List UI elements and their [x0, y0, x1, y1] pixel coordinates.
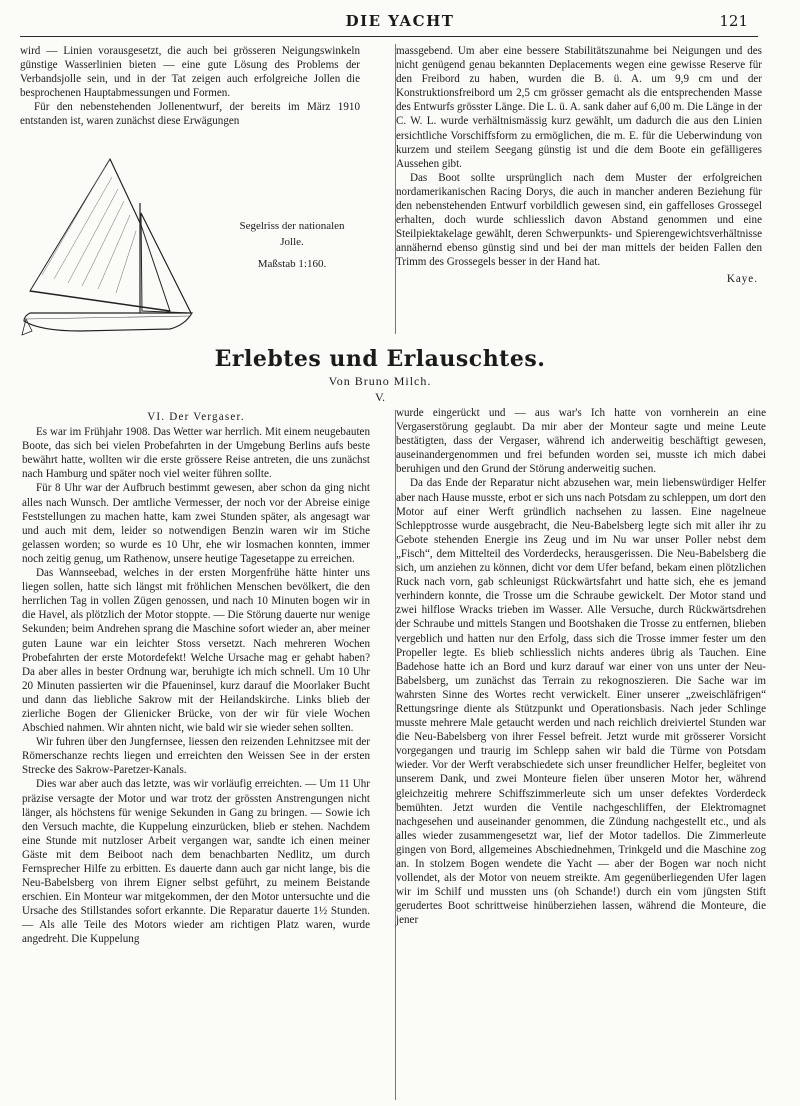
section-heading: VI. Der Vergaser.: [147, 411, 245, 423]
caption-line: Segelriss der nationalen: [239, 220, 345, 232]
paragraph: wird — Linien vorausgesetzt, die auch bei grösseren Neigungswinkeln günstige Wasserlinien bieten — eine gute Lösung des Problems der Verbandsjolle sein, und in der Tat zeigen auch erfolgreiche Jollen die besprochenen Hauptabmessungen und Formen.: [20, 45, 360, 100]
prev-article-left-column: [20, 44, 360, 129]
article-right-column: [396, 406, 766, 927]
paragraph: Das Wannseebad, welches in der ersten Morgenfrühe hätte hinter uns liegen sollen, hatte sich längst mit fröhlichen Menschen bevölkert, die den herrlichen Tag in vollen Zügen genossen, und nach 10 Minuten bogen wir in die Havel, als plötzlich der Motor stoppte. — Die Störung dauerte nur wenige Sekunden; beim Andrehen sprang die Maschine sofort wieder an, aber meiner guten Laune war ein leichter Stoss versetzt. Nach mehreren Wochen Probefahrten der erste Motordefekt! Welche Ursache mag er gehabt haben? Da aber alles in bester Ordnung war, beruhigte ich mich schnell. Um 10 Uhr 20 Minuten passierten wir die Pfaueninsel, kurz darauf die Moorlaker Bucht und dann das liebliche Sakrow mit der Heilandskirche. Links blieb der zierliche Bogen der Glienicker Brücke, von der wir für viele Wochen Abschied nahmen. Wir ahnten nicht, wie bald wir sie wieder sehen sollten.: [22, 567, 370, 735]
article-left-column: [22, 410, 370, 947]
paragraph: Da das Ende der Reparatur nicht abzusehen war, mein liebenswürdiger Helfer aber nach Hause musste, erbot er sich uns nach Potsdam zu schleppen, um dort den Motor auf einer Werft gründlich nachsehen zu lassen. Eine nagelneue Schlepptrosse wurde ausgebracht, die Neu-Babelsberg legte sich mit aller ihr zu Gebote stehenden Energie ins Zeug und im Nu war unser Poller nebst dem „Fisch“, dem Mittelteil des Vorderdecks, herausgerissen. Die Neu-Babelsberg die sich, um anziehen zu können, dicht vor dem Ufer befand, bekam einen plötzlichen Ruck nach vorn, gab schleunigst Rückwärtsfahrt und hatte sich, ehe es jemand verhindern konnte, die Trosse um die Schraube gewickelt. Der Motor stand und zwei hilflose Wracks trieben im Wasser. Alle Versuche, durch Rückwärtsdrehen der Schraube und mittels Stangen und Bootshaken die Trosse zu entfernen, blieben vergeblich und hatten nur den Erfolg, dass sich die Trosse immer fester um den Propeller legte. Es blieb schliesslich nichts anderes übrig als Tauchen. Eine Badehose hatte ich an Bord und kurz darauf war einer von uns unter der Neu-Babelsberg, um zunächst das Terrain zu rekognoszieren. Die Sache war im wahrsten Sinne des Wortes recht verwickelt. Einer unserer „zweischläfrigen“ Rettungsringe diente als Stützpunkt und Operationsbasis. Nach jeder Schlinge musste mehrere Male getaucht werden und nach reichlich dreiviertel Stunden war die Neu-Babelsberg von ihrer Fessel befreit. Jetzt wurde mit grösserer Vorsicht vorgegangen und traurig im Schlepp sahen wir bald die Türme von Potsdam wieder. Vor der Werft verabschiedete sich unser freundlicher Helfer, begleitet von unserem Dank, und zwei Monteure fielen über unseren Motor her, während gleichzeitig mehrere Schiffszimmerleute sich um unser defektes Vorderdeck bemühten. Jetzt wurden die Ventile nachgeschliffen, der Elektromagnet nachgesehen und auseinander genommen, die Zündung nachgestellt etc., und als alles wieder zusammengesetzt war, lief der Motor tadellos. Die Zimmerleute gingen von Bord, allgemeines Abschiednehmen, Trinkgeld und die Maschine zog an. In stolzem Bogen wendete die Yacht — aber der Bogen war noch nicht vollendet, als der Motor von neuem streikte. Am gegenüberliegenden Ufer lagen wir im Schilf und mussten uns (oh Schande!) durch ein vom jüngsten Stift gerudertes Boot schrittweise hinüberziehen lassen, während die Monteure, die jener: [396, 477, 766, 927]
paragraph: wurde eingerückt und — aus war's Ich hatte von vornherein an eine Vergaserstörung geglaubt. Da mir aber der Monteur sagte und meine Leute bestätigten, dass der Vergaser, während ich anderweitig beschäftigt gewesen, auseinandergenommen und frei befunden worden sei, musste ich mich dabei beruhigen und den Grund der Störung anderweitig suchen.: [396, 407, 766, 476]
paragraph: Für den nebenstehenden Jollenentwurf, der bereits im März 1910 entstanden ist, waren zunächst diese Erwägungen: [20, 101, 360, 128]
caption-line: Jolle.: [280, 236, 304, 248]
header-rule: [20, 36, 758, 37]
paragraph: Das Boot sollte ursprünglich nach dem Muster der erfolgreichen nordamerikanischen Racing Dorys, die auch in mancher anderen Beziehung für den nebenstehenden Entwurf vorbildlich gewesen sind, ein gaffelloses Grossegel erhalten, doch wurde schliesslich davon Abstand genommen und eine Steilpiektakelage gewählt, deren Schwerpunkts- und Spierengewichtsverhältnisse annähernd ebenso günstig sind und bei der man mittels der beiden Fallen den Trimm des Grossegels besser in der Hand hat.: [396, 171, 762, 269]
caption-scale: Maßstab 1:160.: [257, 258, 327, 270]
paragraph: Wir fuhren über den Jungfernsee, liessen den reizenden Lehnitzsee mit der Römerschanze rechts liegen und erreichten den Weissen See in der ersten Strecke des Sakrow-Paretzer-Kanals.: [22, 736, 370, 777]
prev-article-right-column: [396, 44, 762, 286]
paragraph: Es war im Frühjahr 1908. Das Wetter war herrlich. Mit einem neugebauten Boote, das sich bei vielen Probefahrten in der Umgebung Berlins aufs beste bewährt hatte, wollten wir die erste grössere Reise antreten, die uns zunächst nach Hamburg und später noch viel weiter führen sollte.: [22, 426, 370, 481]
article-title: Erlebtes und Erlauschtes.: [214, 346, 546, 372]
sail-plan-figure: [20, 153, 200, 343]
paragraph: massgebend. Um aber eine bessere Stabilitätszunahme bei Neigungen und des nicht genügend genau bekannten Deplacements wegen eine gewisse Reserve für den Freibord zu haben, wurden die B. ü. A. um 9,9 cm und der Konstruktionsfreibord um 2,5 cm grösser gemacht als die entsprechenden Masse des Entwurfs grösster Länge. Die L. ü. A. sank daher auf 6,00 m. Die Länge in der C. W. L. wurde verhältnismässig kurz gewählt, um dadurch die aus den Linien ersichtliche Vorschiffsform zu ermöglichen, die m. E. für die Ueberwindung von kurzem und steilem Seegang günstig ist und die dem Boote ein gefälligeres Aussehen gibt.: [396, 45, 762, 170]
part-number: V.: [374, 390, 386, 404]
article-byline: Von Bruno Milch.: [328, 374, 432, 388]
paragraph: Dies war aber auch das letzte, was wir vorläufig erreichten. — Um 11 Uhr präzise versagte der Motor und war trotz der grössten Anstrengungen nicht länger, als höchstens für wenige Sekunden in Gang zu bringen. — Sowie ich den Versuch machte, die Kuppelung einzurücken, blieb er stehen. Nachdem eine Stunde mit nutzloser Arbeit vergangen war, sandte ich einen meiner Gäste mit dem Beiboot nach dem benachbarten Nedlitz, um durch Fernsprecher Hilfe zu erbitten. Es dauerte dann auch gar nicht lange, bis die Neu-Babelsberg von ihrem Eigner selbst geführt, zu meinem Beistande erschien. Ein Monteur war mitgekommen, der den Motor untersuchte und die Ursache des Stillstandes sofort erkannte. Die Reparatur dauerte 1½ Stunden. — Als alle Teile des Motors wieder am richtigen Platz waren, wurde angedreht. Die Kuppelung: [22, 778, 370, 946]
page-number: 121: [719, 12, 748, 30]
author-signature: Kaye.: [726, 272, 758, 285]
running-title: DIE YACHT: [345, 12, 455, 30]
column-divider-top: [395, 44, 396, 334]
paragraph: Für 8 Uhr war der Aufbruch bestimmt gewesen, aber schon da ging nicht alles nach Wunsch. Der amtliche Vermesser, der noch vor der Abreise einige Feststellungen zu machen hatte, kam zwei Stunden später, als angesagt war und auch mit dem, leider so notwendigen Benzin waren wir im Stiche gelassen worden; so wurde es 10 Uhr, ehe wir losmachen konnten, immer noch zeitig genug, um Rathenow, unsere heutige Tagesetappe zu erreichen.: [22, 482, 370, 565]
figure-caption: [222, 218, 362, 272]
